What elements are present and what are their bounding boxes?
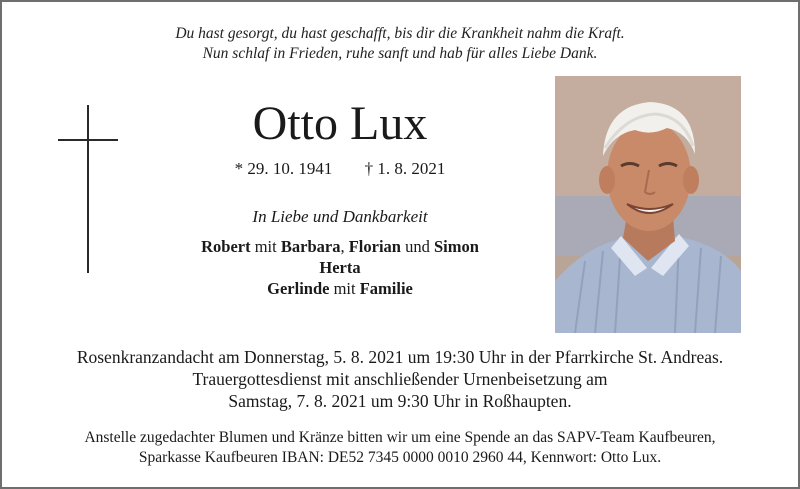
family-word: mit <box>254 237 277 256</box>
family-name: Robert <box>201 237 251 256</box>
family-separator: , <box>340 237 345 256</box>
family-name: Herta <box>319 258 361 277</box>
family-name: Gerlinde <box>267 279 330 298</box>
verse-line: Du hast gesorgt, du hast geschafft, bis dir die Krankheit nahm die Kraft. <box>175 25 625 42</box>
family-name: Simon <box>433 237 479 256</box>
donation-notice <box>0 428 800 468</box>
birth-date: * 29. 10. 1941 <box>234 159 333 178</box>
service-announcement <box>0 346 800 412</box>
family-line <box>140 278 540 299</box>
family-name: Barbara <box>280 237 341 256</box>
verse-line: Nun schlaf in Frieden, ruhe sanft und hab für alles Liebe Dank. <box>202 45 598 62</box>
notice-line: Sparkasse Kaufbeuren IBAN: DE52 7345 0000 0010 2960 44, Kennwort: Otto Lux. <box>138 449 662 466</box>
announcement-line: Trauergottesdienst mit anschließender Urnenbeisetzung am <box>192 369 608 389</box>
portrait-photo <box>555 76 741 333</box>
announcement-line: Samstag, 7. 8. 2021 um 9:30 Uhr in Roßhaupten. <box>228 391 572 411</box>
family-name: Familie <box>359 279 413 298</box>
deceased-name: Otto Lux <box>252 97 428 150</box>
cross-icon <box>58 105 120 275</box>
notice-line: Anstelle zugedachter Blumen und Kränze bitten wir um eine Spende an das SAPV-Team Kaufbeuren, <box>84 429 716 446</box>
dedication-text: In Liebe und Dankbarkeit <box>252 207 428 226</box>
announcement-line: Rosenkranzandacht am Donnerstag, 5. 8. 2021 um 19:30 Uhr in der Pfarrkirche St. Andreas. <box>76 347 724 367</box>
family-name: Florian <box>348 237 401 256</box>
family-word: mit <box>333 279 356 298</box>
life-dates <box>140 158 540 180</box>
family-line <box>140 257 540 278</box>
family-word: und <box>405 237 430 256</box>
memorial-verse <box>0 24 800 64</box>
death-date: † 1. 8. 2021 <box>364 159 446 178</box>
family-list <box>140 236 540 299</box>
family-line <box>140 236 540 257</box>
